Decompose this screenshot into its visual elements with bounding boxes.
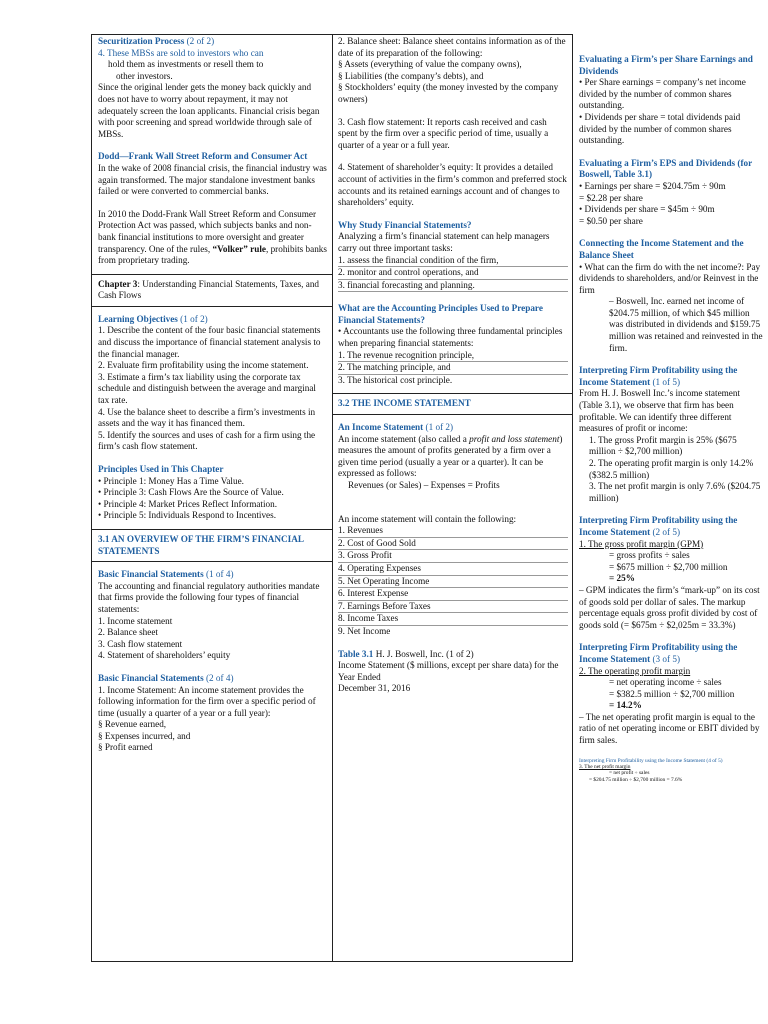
basic-statements-1-paragraph: The accounting and financial regulatory authorities mandate that firms provide the following four types of financial statements:	[98, 580, 320, 614]
is-item-9: 9. Net Income	[338, 625, 391, 636]
securitization-heading: Securitization Process (2 of 2)	[98, 36, 215, 46]
dodd-frank-heading: Dodd—Frank Wall Street Reform and Consumer Act	[98, 151, 308, 162]
eps-line-4: = $0.50 per share	[579, 215, 643, 226]
why-item-2: 2. monitor and control operations, and	[338, 267, 568, 280]
section-3-1-heading: 3.1 AN OVERVIEW OF THE FIRM’S FINANCIAL STATEMENTS	[92, 529, 332, 562]
npm-line-1: = net profit ÷ sales	[609, 770, 650, 777]
profitability-1-paragraph: From H. J. Boswell Inc.’s income statement (Table 3.1), we observe that firm has been profitable. We can identify three different measures of profit or income:	[579, 388, 741, 434]
income-item-expenses: § Expenses incurred, and	[98, 730, 191, 741]
why-study-heading: Why Study Financial Statements?	[338, 219, 472, 230]
why-item-1: 1. assess the financial condition of the firm,	[338, 255, 568, 268]
balance-item-assets: § Assets (everything of value the company owns),	[338, 59, 522, 70]
learning-objectives-heading: Learning Objectives (1 of 2)	[98, 313, 208, 324]
learning-objective-5: 5. Identify the sources and uses of cash for a firm using the firm’s cash flow statement.	[98, 429, 316, 452]
accounting-principles-heading: What are the Accounting Principles Used to Prepare Financial Statements?	[338, 303, 543, 325]
profit-formula: Revenues (or Sales) – Expenses = Profits	[348, 480, 500, 490]
principles-heading: Principles Used in This Chapter	[98, 464, 224, 474]
table-3-1-date: December 31, 2016	[338, 683, 411, 694]
accounting-principles-paragraph: • Accountants use the following three fundamental principles when preparing financial statements:	[338, 326, 563, 349]
principle-4: • Principle 4: Market Prices Reflect Information.	[98, 498, 278, 509]
statement-item-4: 4. Statement of shareholders’ equity	[98, 650, 231, 661]
gpm-heading: 1. The gross profit margin (GPM)	[579, 538, 704, 549]
is-item-7: 7. Earnings Before Taxes	[338, 601, 568, 614]
why-item-3: 3. financial forecasting and planning.	[338, 280, 568, 293]
eps-heading: Evaluating a Firm’s EPS and Dividends (for Boswell, Table 3.1)	[579, 157, 753, 180]
opm-line-2: = $382.5 million ÷ $2,700 million	[609, 688, 735, 699]
connecting-question: • What can the firm do with the net income?: Pay dividends to shareholders, and/or Reinvest in the firm	[579, 261, 761, 295]
learning-objective-4: 4. Use the balance sheet to describe a firm’s investments in assets and the way it has financed them.	[98, 406, 316, 429]
statement-item-2: 2. Balance sheet	[98, 627, 158, 638]
securitization-paragraph: Since the original lender gets the money back quickly and does not have to worry about repayment, it may not adequately screen the loan applicants. Financial crisis began with poor screening and spread worldwide through sale of MBSs.	[98, 82, 320, 139]
profit-measure-1: 1. The gross Profit margin is 25% ($675 million ÷ $2,700 million)	[589, 434, 737, 457]
principle-item-2: 2. The matching principle, and	[338, 362, 568, 375]
learning-objective-1: 1. Describe the content of the four basic financial statements and discuss the importance of financial statement analysis to the financial manager.	[98, 325, 321, 359]
basic-statements-2-heading: Basic Financial Statements (2 of 4)	[98, 672, 234, 683]
statement-item-3: 3. Cash flow statement	[98, 638, 183, 649]
income-item-revenue: § Revenue earned,	[98, 719, 167, 730]
income-item-profit: § Profit earned	[98, 742, 153, 753]
equity-statement-paragraph: 4. Statement of shareholder’s equity: It provides a detailed account of activities in the firm’s common and preferred stock accounts and its retained earnings account and of changes to shareholders’ equity.	[338, 162, 567, 208]
eval-item-earnings: • Per Share earnings = company’s net income divided by the number of common shares outstanding.	[579, 77, 746, 111]
gpm-line-3: = 25%	[609, 573, 635, 584]
eval-item-dividends: • Dividends per share = total dividends paid divided by the number of common shares outstanding.	[579, 111, 741, 146]
eps-line-3: • Dividends per share = $45m ÷ 90m	[579, 204, 715, 215]
securitization-point-4: 4. These MBSs are sold to investors who can	[98, 47, 264, 58]
document-sheet	[91, 34, 768, 962]
balance-item-liabilities: § Liabilities (the company’s debts), and	[338, 70, 484, 81]
principle-item-1: 1. The revenue recognition principle,	[338, 350, 568, 363]
cash-flow-paragraph: 3. Cash flow statement: It reports cash received and cash spent by the firm over a specific period of time, usually a quarter of a year or a full year.	[338, 116, 549, 150]
opm-line-3: = 14.2%	[609, 700, 642, 711]
table-3-1-description: Income Statement ($ millions, except per share data) for the Year Ended	[338, 660, 559, 682]
table-3-1-heading: Table 3.1 H. J. Boswell, Inc. (1 of 2)	[338, 648, 474, 659]
dodd-frank-paragraph-1: In the wake of 2008 financial crisis, the financial industry was again transformed. The major standalone investment banks failed or were converted to commercial banks.	[98, 162, 327, 197]
balance-sheet-paragraph: 2. Balance sheet: Balance sheet contains information as of the date of its preparation of the following:	[338, 36, 566, 58]
chapter-heading: Chapter 3: Understanding Financial Statements, Taxes, and Cash Flows	[92, 274, 332, 307]
opm-heading: 2. The operating profit margin	[579, 665, 691, 676]
income-statement-heading: An Income Statement (1 of 2)	[338, 422, 454, 433]
gpm-note: – GPM indicates the firm’s “mark-up” on its cost of goods sold per dollar of sales. The markup percentage equals gross profit divided by cost of goods sold (= $675m ÷ $2,025m = 33.3%)	[579, 584, 760, 630]
income-statement-paragraph: An income statement (also called a profit and loss statement) measures the amount of profits generated by a firm over a given time period (usually a year or a quarter). It can be expressed as follows:	[338, 433, 563, 479]
profitability-1-heading: Interpreting Firm Profitability using the Income Statement (1 of 5)	[579, 365, 738, 387]
basic-statements-2-paragraph: 1. Income Statement: An income statement provides the following information for the firm over a specific period of time (usually a quarter of a year or a full year):	[98, 684, 316, 718]
learning-objective-3: 3. Estimate a firm’s tax liability using the corporate tax schedule and distinguish between the average and marginal tax rate.	[98, 371, 316, 406]
is-item-4: 4. Operating Expenses	[338, 563, 568, 576]
eps-line-1: • Earnings per share = $204.75m ÷ 90m	[579, 180, 726, 191]
is-item-6: 6. Interest Expense	[338, 588, 568, 601]
npm-heading: 3. The net profit margin	[579, 764, 631, 771]
basic-statements-1-heading: Basic Financial Statements (1 of 4)	[98, 569, 234, 580]
why-study-paragraph: Analyzing a firm’s financial statement can help managers carry out three important tasks:	[338, 231, 550, 253]
connecting-detail: – Boswell, Inc. earned net income of $204.75 million, of which $45 million was distributed in dividends and $159.75 million was retained and reinvested in the firm.	[609, 296, 763, 353]
column-3	[573, 34, 768, 962]
principle-3: • Principle 3: Cash Flows Are the Source of Value.	[98, 487, 284, 498]
profitability-2-heading: Interpreting Firm Profitability using the Income Statement (2 of 5)	[579, 515, 738, 537]
is-item-3: 3. Gross Profit	[338, 550, 568, 563]
statement-item-1: 1. Income statement	[98, 615, 173, 626]
gpm-line-2: = $675 million ÷ $2,700 million	[609, 561, 728, 572]
section-3-2-heading: 3.2 THE INCOME STATEMENT	[332, 393, 572, 415]
principle-item-3: 3. The historical cost principle.	[338, 374, 453, 385]
is-item-1: 1. Revenues	[338, 525, 568, 538]
is-item-8: 8. Income Taxes	[338, 613, 568, 626]
learning-objective-2: 2. Evaluate firm profitability using the income statement.	[98, 360, 309, 371]
profitability-4-heading: Interpreting Firm Profitability using the Income Statement (4 of 5)	[579, 757, 723, 764]
is-item-5: 5. Net Operating Income	[338, 576, 568, 589]
balance-item-equity: § Stockholders’ equity (the money invested by the company owners)	[338, 82, 559, 104]
securitization-point-4b: hold them as investments or resell them to	[108, 59, 264, 70]
principle-1: • Principle 1: Money Has a Time Value.	[98, 475, 244, 486]
connecting-heading: Connecting the Income Statement and the Balance Sheet	[579, 238, 744, 260]
eval-per-share-heading: Evaluating a Firm’s per Share Earnings and Dividends	[579, 54, 753, 76]
dodd-frank-paragraph-2: In 2010 the Dodd-Frank Wall Street Reform and Consumer Protection Act was passed, which subjects banks and non-bank financial institutions to more oversight and greater transparency. One of the rules, “Volker” rule, prohibits banks from proprietary trading.	[98, 208, 327, 266]
principle-5: • Principle 5: Individuals Respond to Incentives.	[98, 510, 277, 521]
opm-note: – The net operating profit margin is equal to the ratio of net operating income or EBIT divided by firm sales.	[579, 711, 760, 746]
profitability-3-heading: Interpreting Firm Profitability using the Income Statement (3 of 5)	[579, 642, 738, 664]
is-item-2: 2. Cost of Good Sold	[338, 538, 568, 551]
column-1	[91, 34, 333, 962]
opm-line-1: = net operating income ÷ sales	[609, 677, 722, 688]
securitization-point-4c: other investors.	[116, 70, 173, 81]
profit-measure-2: 2. The operating profit margin is only 14.2% ($382.5 million)	[589, 458, 754, 480]
column-2	[332, 34, 573, 962]
eps-line-2: = $2.28 per share	[579, 192, 643, 203]
profit-measure-3: 3. The net profit margin is only 7.6% ($204.75 million)	[589, 481, 761, 503]
gpm-line-1: = gross profits ÷ sales	[609, 550, 690, 561]
income-statement-contains: An income statement will contain the following:	[338, 513, 517, 524]
npm-line-2: = $204.75 million ÷ $2,700 million = 7.6%	[589, 776, 683, 783]
